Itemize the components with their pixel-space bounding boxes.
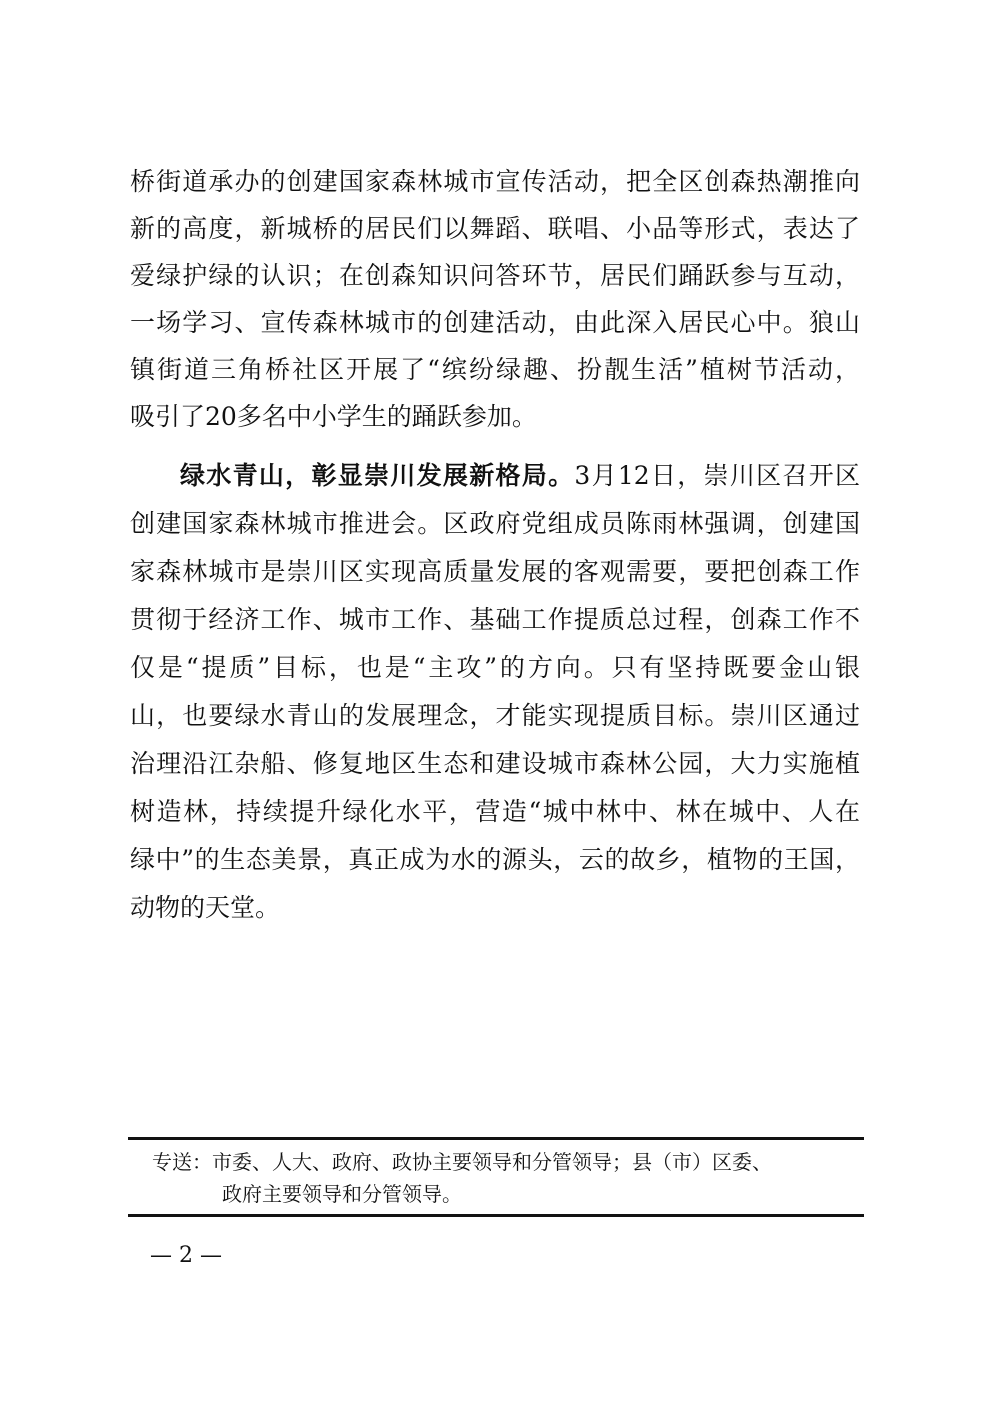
distribution-label: 专送：: [152, 1150, 212, 1174]
body-text-line: 一场学习、宣传森林城市的创建活动，由此深入居民心中。狼山: [130, 308, 860, 337]
page-number: — 2 —: [150, 1243, 222, 1268]
paragraph-first-line: [180, 454, 860, 498]
body-text-line: 创建国家森林城市推进会。区政府党组成员陈雨林强调，创建国: [130, 509, 860, 538]
body-text-line: 贯彻于经济工作、城市工作、基础工作提质总过程，创森工作不: [130, 605, 860, 634]
body-text-line: 仅是“提质”目标，也是“主攻”的方向。只有坚持既要金山银: [130, 653, 860, 682]
section-heading: 绿水青山，彰显崇川发展新格局。: [180, 461, 575, 490]
body-text-line: 绿中”的生态美景，真正成为水的源头，云的故乡，植物的王国，: [130, 845, 860, 874]
body-text-span: 3月12日，崇川区召开区: [574, 461, 860, 490]
body-text-line: 山，也要绿水青山的发展理念，才能实现提质目标。崇川区通过: [130, 701, 860, 730]
body-text-line: 家森林城市是崇川区实现高质量发展的客观需要，要把创森工作: [130, 557, 860, 586]
body-text-line: 动物的天堂。: [130, 893, 281, 922]
distribution-line-2: 政府主要领导和分管领导。: [222, 1182, 462, 1206]
body-text-line: 镇街道三角桥社区开展了“缤纷绿趣、扮靓生活”植树节活动，: [130, 355, 860, 384]
bottom-divider: [128, 1214, 864, 1217]
body-text-line: 治理沿江杂船、修复地区生态和建设城市森林公园，大力实施植: [130, 749, 860, 778]
body-text-line: 桥街道承办的创建国家森林城市宣传活动，把全区创森热潮推向: [130, 167, 860, 196]
body-text-line: 树造林，持续提升绿化水平，营造“城中林中、林在城中、人在: [130, 797, 860, 826]
distribution-line-1: [152, 1146, 772, 1178]
body-text-line: 吸引了20多名中小学生的踊跃参加。: [130, 402, 537, 431]
distribution-recipients: 市委、人大、政府、政协主要领导和分管领导；县（市）区委、: [212, 1150, 772, 1174]
body-text-line: 新的高度，新城桥的居民们以舞蹈、联唱、小品等形式，表达了: [130, 214, 860, 243]
top-divider: [128, 1137, 864, 1140]
body-text-line: 爱绿护绿的认识；在创森知识问答环节，居民们踊跃参与互动，: [130, 261, 860, 290]
